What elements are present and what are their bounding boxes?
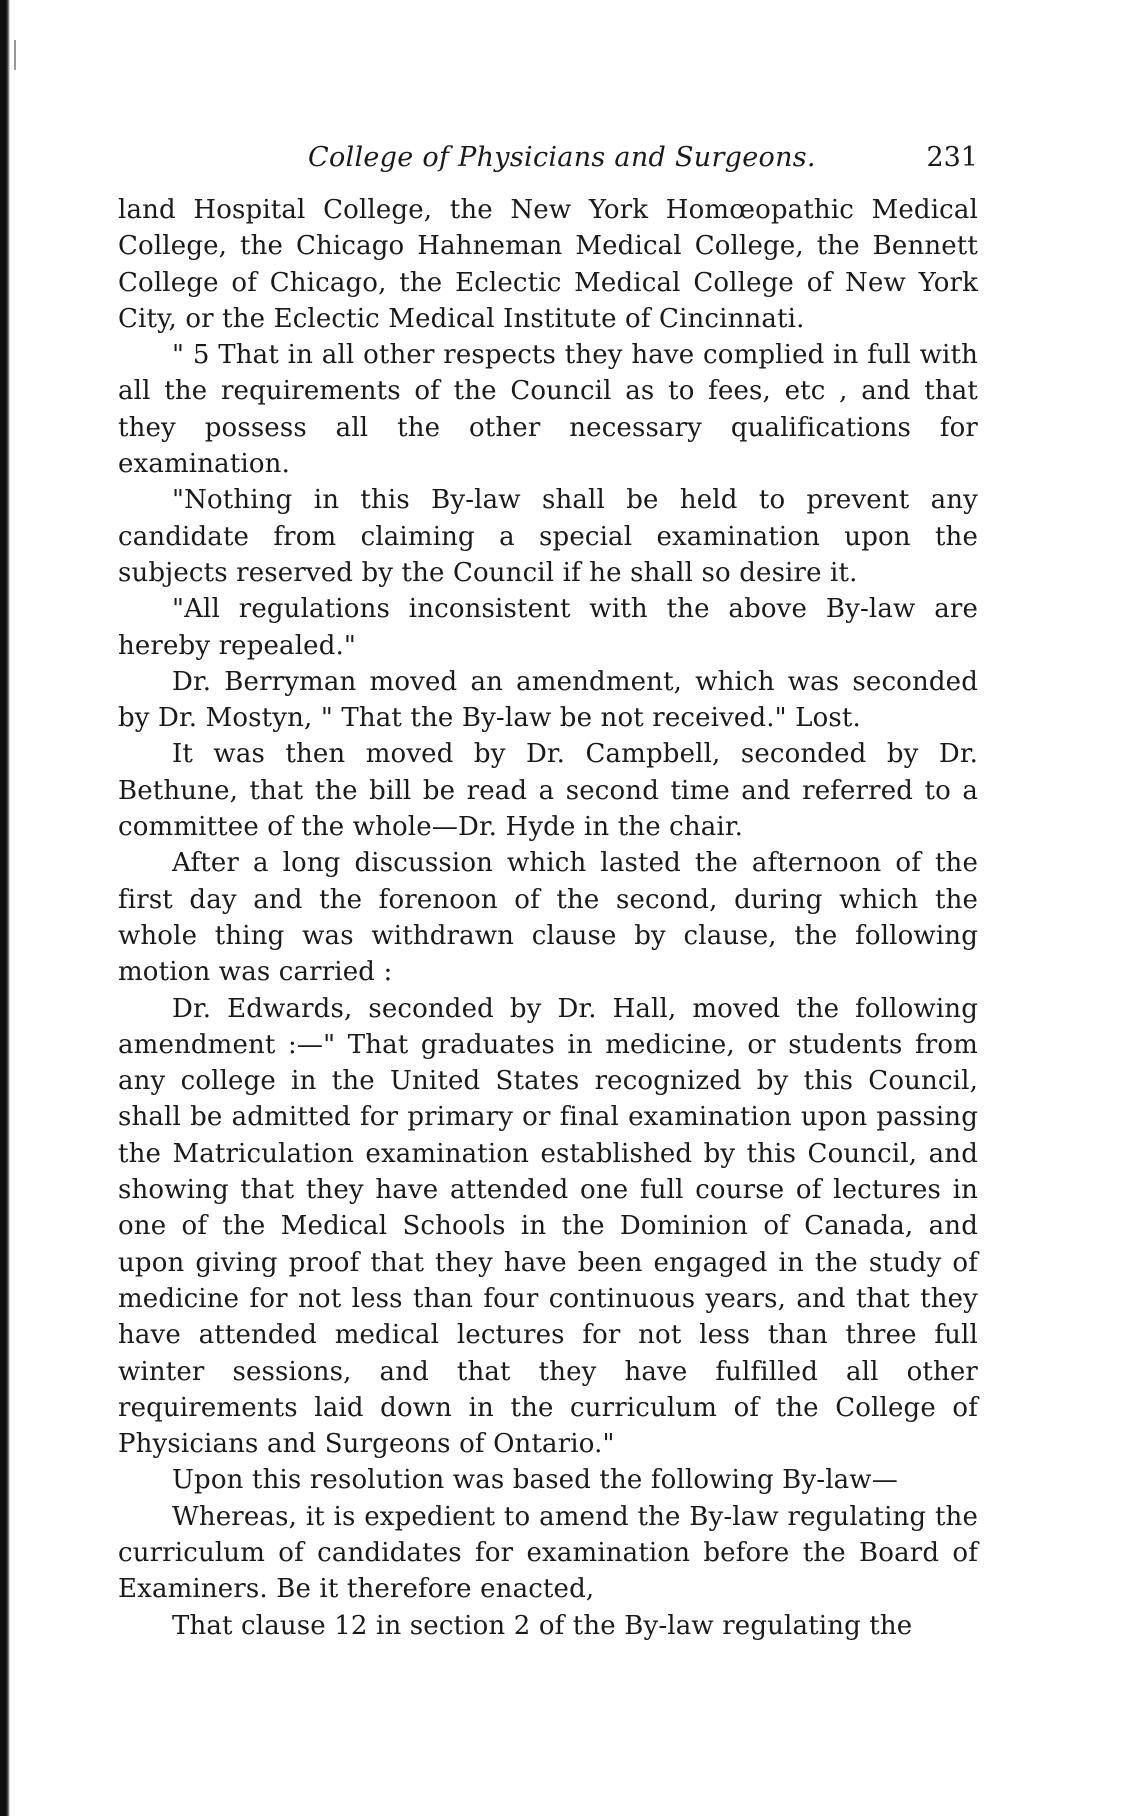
page-header [118, 142, 978, 182]
paragraph: "Nothing in this By-law shall be held to prevent any candidate from claiming a special examination upon the subjects reserved by the Council if he shall so desire it. [118, 485, 978, 588]
paragraph: Upon this resolution was based the following By-law— [172, 1465, 898, 1496]
scan-gutter-mark [14, 40, 16, 70]
paragraph: After a long discussion which lasted the afternoon of the first day and the forenoon of the second, during which the whole thing was withdrawn clause by clause, the following motion was carried : [118, 848, 978, 988]
paragraph: Dr. Berryman moved an amendment, which was seconded by Dr. Mostyn, " That the By-law be not received." Lost. [118, 666, 978, 734]
paragraph: land Hospital College, the New York Homœopathic Medical College, the Chicago Hahneman Medical College, the Bennett College of Chicago, the Eclectic Medical College of New York City, or the Eclectic Medical Institute of Cincinnati. [118, 195, 978, 334]
paragraph: "All regulations inconsistent with the above By-law are hereby repealed." [118, 594, 978, 661]
paragraph: That clause 12 in section 2 of the By-law regulating the [172, 1610, 913, 1641]
book-spine-edge [0, 0, 10, 1816]
paragraph: " 5 That in all other respects they have complied in full with all the requirements of the Council as to fees, etc , and that they possess all the other necessary qualifications for examination. [118, 340, 978, 480]
book-page [118, 142, 978, 1644]
page-body [118, 192, 978, 1644]
running-head: College of Physicians and Surgeons. [308, 142, 816, 173]
paragraph: It was then moved by Dr. Campbell, seconded by Dr. Bethune, that the bill be read a second time and referred to a committee of the whole—Dr. Hyde in the chair. [118, 739, 978, 843]
paragraph: Whereas, it is expedient to amend the By-law regulating the curriculum of candidates for examination before the Board of Examiners. Be it therefore enacted, [118, 1501, 978, 1605]
page-number: 231 [926, 142, 978, 173]
paragraph: Dr. Edwards, seconded by Dr. Hall, moved the following amendment :—" That graduates in medicine, or students from any college in the United States recognized by this Council, shall be admitted for primary or final examination upon passing the Matriculation examination established by this Council, and showing that they have attended one full course of lectures in one of the Medical Schools in the Dominion of Canada, and upon giving proof that they have been engaged in the study of medicine for not less than four continuous years, and that they have attended medical lectures for not less than three full winter sessions, and that they have fulfilled all other requirements laid down in the curriculum of the College of Physicians and Surgeons of Ontario." [118, 993, 978, 1460]
